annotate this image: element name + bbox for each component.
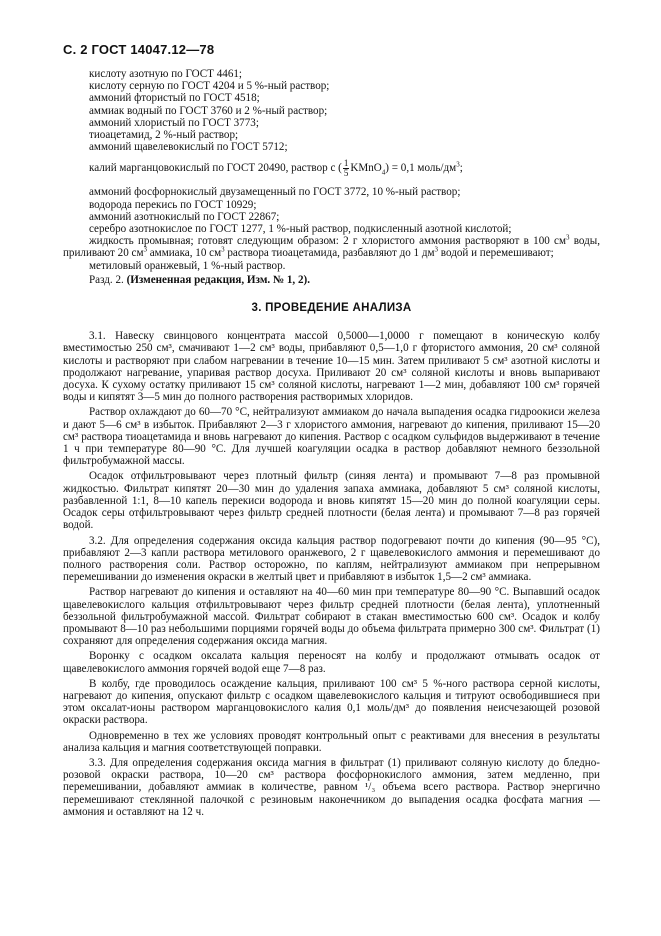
paragraph: Раствор нагревают до кипения и оставляют на 40—60 мин при температуре 80—90 °С. Выпавший осадок щавелевокислого кальция отфильтровывают через фильтр средней плотности (белая лента), уплотненный беззольной фильтробумажной массой. Фильтрат собирают в стакан вместимостью 600 см³. Осадок и колбу промывают 8—10 раз небольшими порциями горячей воды до объема фильтрата примерно 300 см³. Фильтрат (1) сохраняют для определения содержания оксида магния. [63,586,600,648]
sup: 3 [143,245,147,254]
reagent-item: аммиак водный по ГОСТ 3760 и 2 %-ный раствор; [89,104,328,117]
formula-subscript: 4 [381,168,386,177]
paragraph: Осадок отфильтровывают через плотный фильтр (синяя лента) и промывают 7—8 раз промывной жидкостью. Фильтрат кипятят 20—30 мин до удаления запаха аммиака, добавляют 5 см³ соляной кислоты, разбавленной 1:1, 8—10 капель перекиси водорода и вновь кипятят 15—20 мин до полной коагуляции серы. Осадок серы отфильтровывают через фильтр средней плотности (белая лента) и промывают 7—8 раз горячей водой. [63,470,600,532]
amendment-note [89,274,600,286]
paragraph-3-3: 3.3. Для определения содержания оксида магния в фильтрат (1) приливают соляную кислоту до бледно-розовой окраски раствора, 10—20 см³ раствора фосфорнокислого аммония, затем медленно, при перемешивании, добавляют аммиак в количестве, равном ¹/₃ объема всего раствора. Раствор энергично перемешивают стеклянной палочкой с резиновым наконечником до выпадения осадка фосфата магния — аммония и оставляют на 12 ч. [63,756,600,818]
sup: 3 [221,245,225,254]
formula-superscript: 3 [456,160,460,169]
paragraph: Воронку с осадком оксалата кальция переносят на колбу и продолжают отмывать осадок от щавелевокислого аммония горячей водой еще 7—8 раз. [63,650,600,675]
reagent-item: кислоту азотную по ГОСТ 4461; [89,68,243,80]
formula-prefix: калий марганцовокислый по ГОСТ 20490, раствор с ( [89,162,342,175]
document-body [63,68,600,821]
reagent-item: водорода перекись по ГОСТ 10929; [89,198,257,211]
wash-text-a: жидкость промывная; готовят следующим образом: 2 г хлористого аммония растворяют в 100 см [89,235,566,248]
formula-line [89,159,600,178]
reagent-item: аммоний азотнокислый по ГОСТ 22867; [89,210,280,223]
formula-suffix: ) = 0,1 моль/дм [385,162,457,175]
reagent-item: кислоту серную по ГОСТ 4204 и 5 %-ный раствор; [89,80,330,93]
sup: 3 [565,233,570,242]
section-title: 3. ПРОВЕДЕНИЕ АНАЛИЗА [251,302,412,315]
fraction [343,159,350,178]
reagent-item: аммоний щавелевокислый по ГОСТ 5712; [89,141,288,154]
sup: 3 [434,245,439,254]
wash-text-c: аммиака, 10 см [146,247,222,260]
formula-compound: KMnO [350,162,382,175]
paragraph: Одновременно в тех же условиях проводят контрольный опыт с реактивами для внесения в результаты анализа кальция и магния соответствующей поправки. [63,729,600,754]
formula-end: ; [459,162,463,175]
wash-text-e: водой и перемешивают; [438,247,554,260]
wash-text-b: воды, приливают 20 см [63,235,600,260]
page-header: С. 2 ГОСТ 14047.12—78 [63,42,215,57]
wash-text-d: раствора тиоацетамида, разбавляют до 1 дм [224,247,435,260]
fraction-numerator: 1 [343,158,349,169]
paragraph: В колбу, где проводилось осаждение кальция, приливают 100 см³ 5 %-ного раствора серной кислоты, нагревают до кипения, опускают фильтр с осадком щавелевокислого кальция и титруют освободившиеся при этом оксалат-ионы раствором марганцовокислого калия 0,1 моль/дм³ до появления неисчезающей розовой окраски раствора. [63,677,600,727]
paragraph: Раствор охлаждают до 60—70 °С, нейтрализуют аммиаком до начала выпадения осадка гидроокиси железа и дают 5—6 см³ в избыток. Прибавляют 2—3 г хлористого аммония, нагревают до кипения, приливают 15—20 см³ раствора тиоацетамида и вновь нагревают до кипения. Раствор с осадком сульфидов выдерживают в течение 1 ч при температуре 80—90 °С. Для лучшей коагуляции осадка в раствор добавляют немного беззольной фильтробумажной массы. [63,406,600,468]
amendment-bold: (Измененная редакция, Изм. № 1, 2). [126,273,310,286]
reagent-item: аммоний фосфорнокислый двузамещенный по ГОСТ 3772, 10 %-ный раствор; [89,186,461,199]
reagent-item: метиловый оранжевый, 1 %-ный раствор. [89,259,286,272]
reagent-item: тиоацетамид, 2 %-ный раствор; [89,129,239,142]
reagent-item: серебро азотнокислое по ГОСТ 1277, 1 %-ный раствор, подкисленный азотной кислотой; [89,223,512,236]
reagent-item: аммоний хлористый по ГОСТ 3773; [89,116,259,129]
paragraph-3-2: 3.2. Для определения содержания оксида кальция раствор подогревают почти до кипения (90—95 °С), прибавляют 2—3 капли раствора метилового оранжевого, 2 г щавелевокислого аммония и перемешивают до полного растворения соли. Раствор осторожно, по каплям, нейтрализуют аммиаком при непрерывном перемешивании до изменения окраски в желтый цвет и прибавляют в избыток 1,5—2 см³ аммиака. [63,534,600,584]
paragraph-3-1: 3.1. Навеску свинцового концентрата массой 0,5000—1,0000 г помещают в коническую колбу вместимостью 250 см³, смачивают 1—2 см³ воды, прибавляют 0,5—1,0 г фтористого аммония, 20 см³ соляной кислоты и растворяют при слабом нагревании в течение 10—15 мин. Затем приливают 5 см³ азотной кислоты и продолжают нагревание, упаривая раствор досуха. Приливают 20 см³ соляной кислоты и вновь выпаривают досуха. К сухому остатку приливают 15 см³ соляной кислоты, нагревают 1—2 мин, добавляют 100 см³ горячей воды и кипятят 3—5 мин до полного растворения растворимых хлоридов. [63,330,600,404]
reagent-item: аммоний фтористый по ГОСТ 4518; [89,92,260,105]
fraction-denominator: 5 [343,168,349,179]
wash-liquid-item [63,235,600,259]
amendment-prefix: Разд. 2. [89,273,127,286]
